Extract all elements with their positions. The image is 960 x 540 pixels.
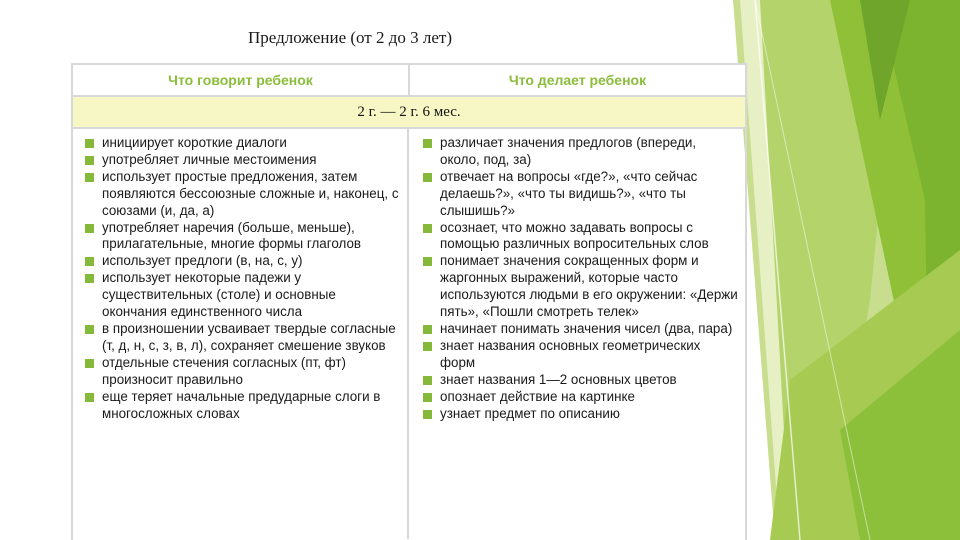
list-item (85, 135, 401, 152)
column-header-does: Что делает ребенок (508, 72, 647, 88)
list-item (423, 220, 739, 254)
list-item (85, 389, 401, 423)
list-item (85, 152, 401, 169)
square-bullet-icon (423, 410, 432, 419)
square-bullet-icon (423, 257, 432, 266)
list-item-text: употребляет личные местоимения (102, 151, 317, 167)
list-item (423, 389, 739, 406)
development-table (71, 63, 747, 540)
square-bullet-icon (85, 156, 94, 165)
list-item-text: знает названия 1—2 основных цветов (440, 371, 677, 387)
list-item-text: знает названия основных геометрических форм (440, 337, 701, 370)
list-item (423, 338, 739, 372)
table-header-row (73, 63, 745, 97)
list-item-text: опознает действие на картинке (440, 388, 635, 404)
square-bullet-icon (85, 139, 94, 148)
list-item-text: использует некоторые падежи у существительных (столе) и основные окончания единственного числа (102, 270, 336, 320)
list-item (423, 253, 739, 321)
list-item (85, 270, 401, 321)
square-bullet-icon (423, 376, 432, 385)
says-column (73, 129, 409, 539)
square-bullet-icon (85, 359, 94, 368)
square-bullet-icon (423, 224, 432, 233)
list-item-text: отдельные стечения согласных (пт, фт) произносит правильно (102, 354, 346, 387)
list-item-text: в произношении усваивает твердые согласные (т, д, н, с, з, в, л), сохраняет смешение звуков (102, 320, 396, 353)
square-bullet-icon (423, 393, 432, 402)
column-header-says: Что говорит ребенок (73, 65, 410, 95)
square-bullet-icon (85, 224, 94, 233)
list-item (85, 220, 401, 254)
square-bullet-icon (423, 325, 432, 334)
list-item (85, 253, 401, 270)
list-item-text: понимает значения сокращенных форм и жаргонных выражений, которые часто используются людьми в его окружении: «Держи пять», «Пошли смотреть телек» (440, 253, 738, 320)
list-item (85, 321, 401, 355)
square-bullet-icon (85, 173, 94, 182)
list-item-text: узнает предмет по описанию (440, 405, 620, 421)
list-item-text: осознает, что можно задавать вопросы с помощью различных вопросительных слов (440, 219, 709, 252)
list-item-text: использует предлоги (в, на, с, у) (102, 253, 303, 269)
list-item-text: еще теряет начальные предударные слоги в многосложных словах (102, 388, 381, 421)
square-bullet-icon (85, 393, 94, 402)
square-bullet-icon (423, 139, 432, 148)
slide-title: Предложение (от 2 до 3 лет) (248, 28, 452, 47)
list-item (423, 135, 739, 169)
list-item (423, 406, 739, 423)
square-bullet-icon (85, 257, 94, 266)
list-item-text: употребляет наречия (больше, меньше), прилагательные, многие формы глаголов (102, 219, 362, 252)
does-list (423, 135, 739, 422)
list-item-text: различает значения предлогов (впереди, около, под, за) (440, 135, 697, 167)
list-item (423, 372, 739, 389)
age-range-row: 2 г. — 2 г. 6 мес. (73, 97, 745, 129)
list-item-text: начинает понимать значения чисел (два, пара) (440, 320, 733, 336)
list-item (423, 321, 739, 338)
table-body-row (73, 129, 745, 539)
says-list (85, 135, 401, 422)
list-item-text: использует простые предложения, затем появляются бессоюзные сложные и, наконец, с союзами (и, да, а) (102, 168, 399, 218)
list-item (85, 169, 401, 220)
list-item (85, 355, 401, 389)
square-bullet-icon (85, 274, 94, 283)
list-item-text: отвечает на вопросы «где?», «что сейчас делаешь?», «что ты видишь?», «что ты слышишь?» (440, 168, 698, 218)
square-bullet-icon (423, 342, 432, 351)
list-item-text: инициирует короткие диалоги (102, 135, 287, 150)
square-bullet-icon (85, 325, 94, 334)
square-bullet-icon (423, 173, 432, 182)
does-column (409, 129, 745, 539)
list-item (423, 169, 739, 220)
